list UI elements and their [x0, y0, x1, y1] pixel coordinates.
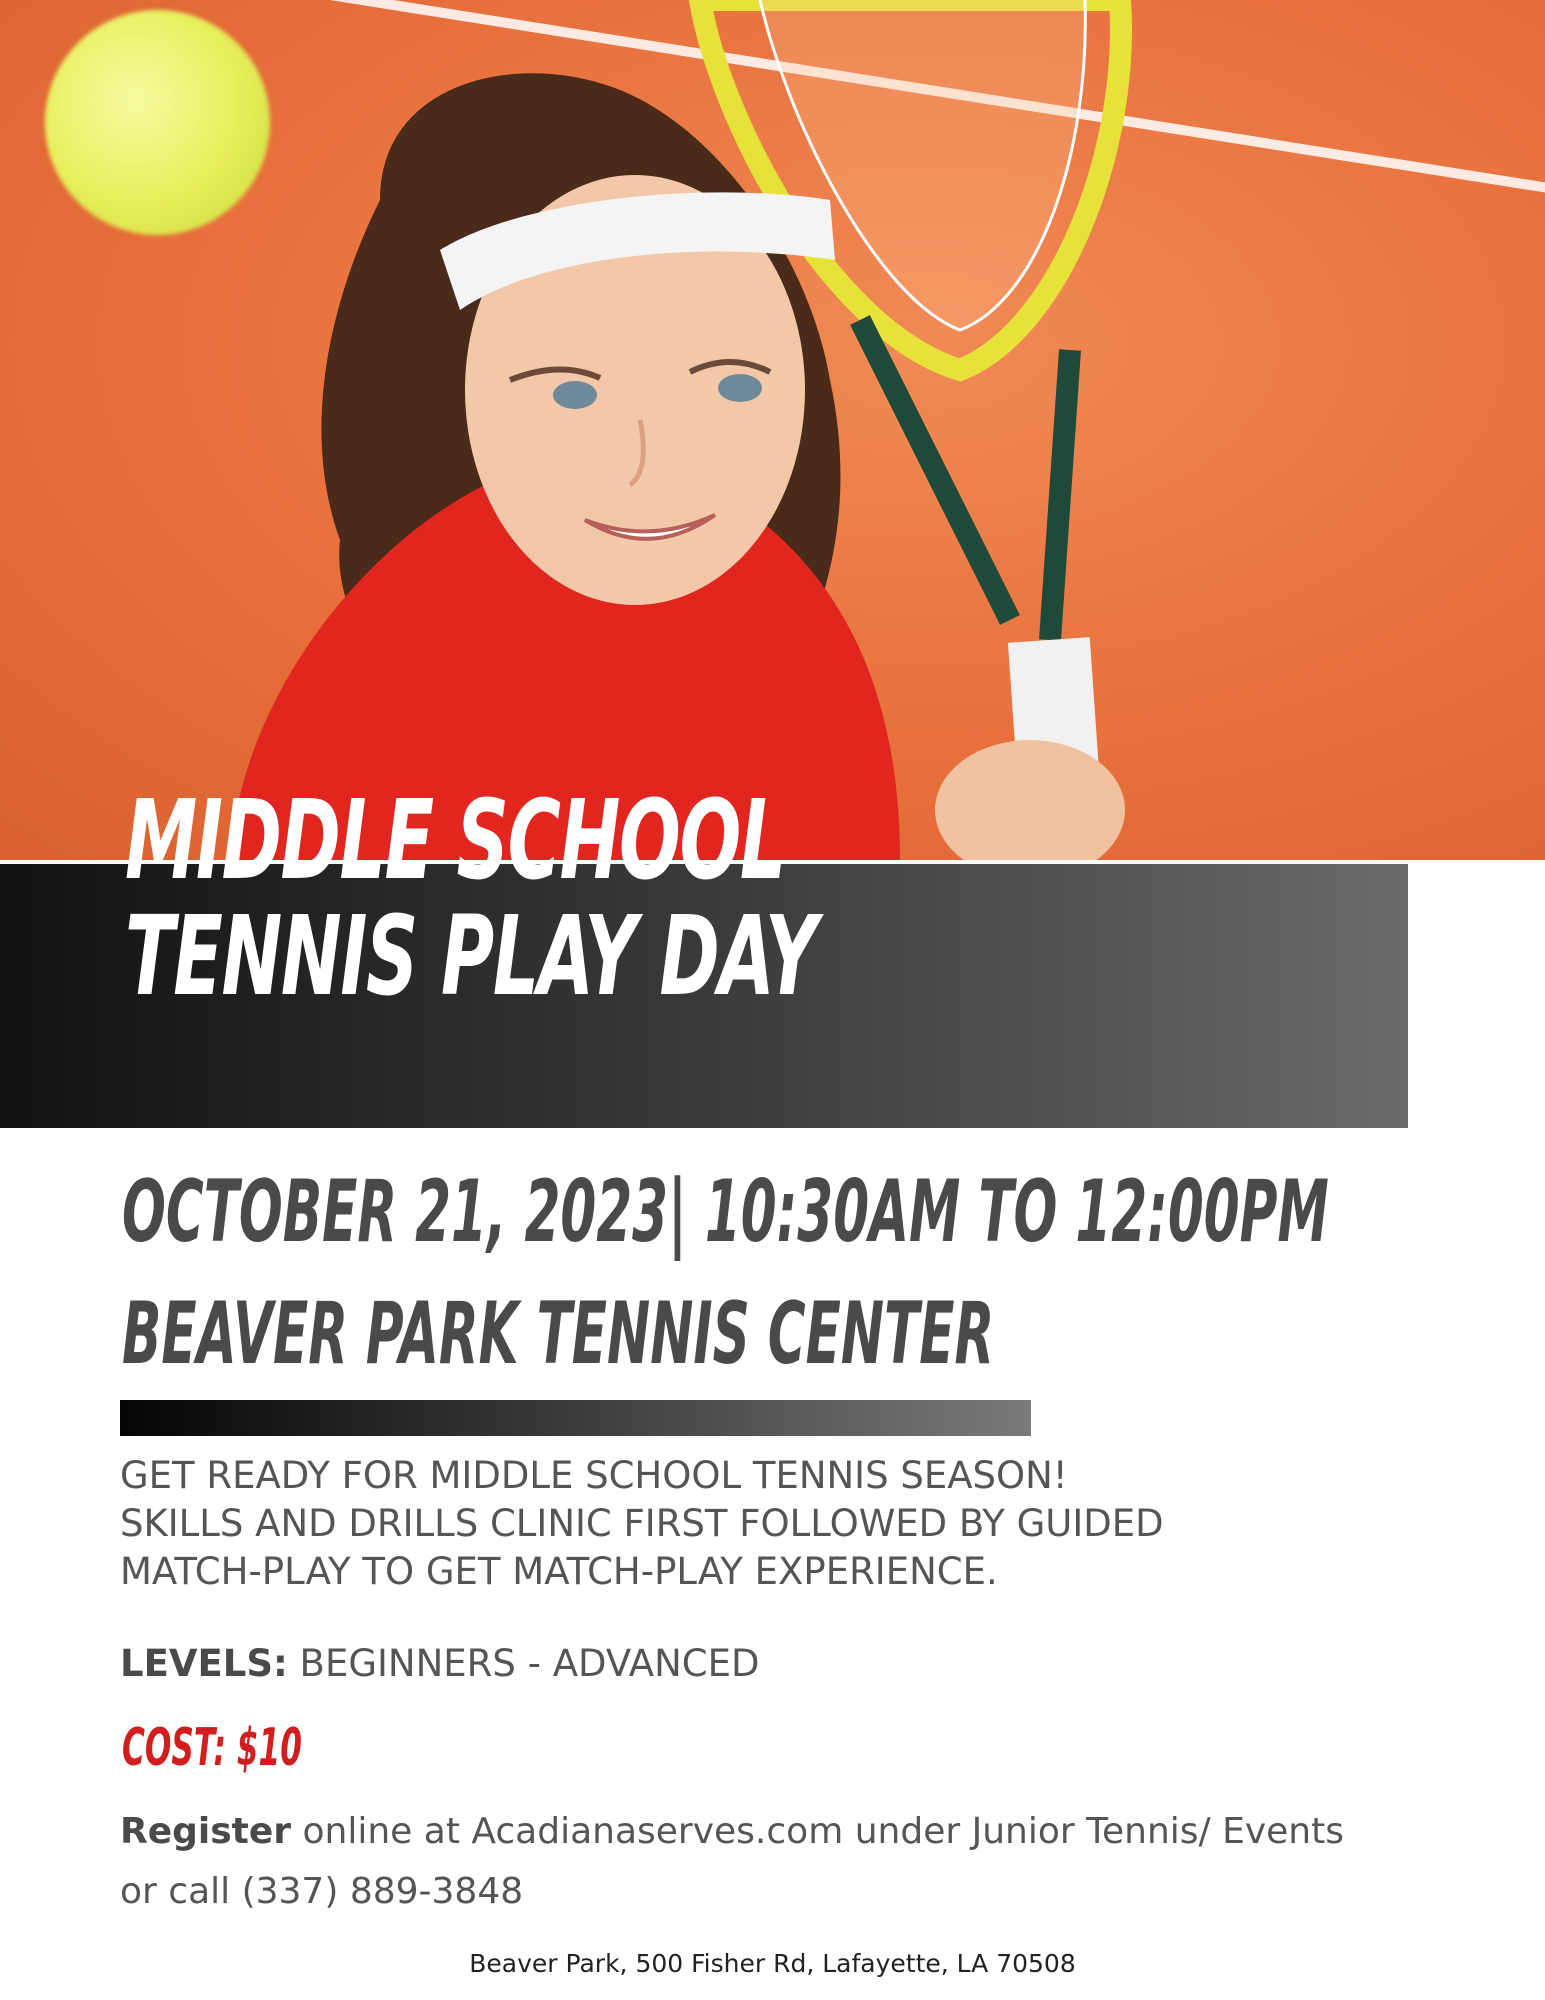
- footer-address: Beaver Park, 500 Fisher Rd, Lafayette, LA 70508: [469, 1949, 1076, 1978]
- register-label: Register: [120, 1811, 292, 1852]
- register-line-1: online at Acadianaserves.com under Junior Tennis/ Events: [291, 1811, 1344, 1852]
- levels-label: LEVELS:: [120, 1642, 288, 1685]
- title-line-2: TENNIS PLAY DAY: [125, 892, 817, 1020]
- event-title: [125, 776, 817, 1020]
- hero-photo: [0, 0, 1545, 860]
- description-line-2: SKILLS AND DRILLS CLINIC FIRST FOLLOWED BY GUIDED: [120, 1502, 1164, 1545]
- register-info: [120, 1802, 1520, 1922]
- title-line-1: MIDDLE SCHOOL: [125, 776, 785, 904]
- player-illustration: [0, 0, 1545, 860]
- levels-info: [120, 1640, 760, 1688]
- levels-value: BEGINNERS - ADVANCED: [287, 1642, 760, 1685]
- divider-bar: [120, 1400, 1031, 1436]
- cost-info: COST: $10: [122, 1718, 302, 1778]
- register-phone: or call (337) 889-3848: [120, 1871, 524, 1912]
- event-description: [120, 1452, 1500, 1596]
- event-venue: BEAVER PARK TENNIS CENTER: [122, 1284, 995, 1384]
- event-date-time: OCTOBER 21, 2023| 10:30AM TO 12:00PM: [122, 1162, 1329, 1262]
- description-line-3: MATCH-PLAY TO GET MATCH-PLAY EXPERIENCE.: [120, 1550, 998, 1593]
- description-line-1: GET READY FOR MIDDLE SCHOOL TENNIS SEASON!: [120, 1454, 1068, 1497]
